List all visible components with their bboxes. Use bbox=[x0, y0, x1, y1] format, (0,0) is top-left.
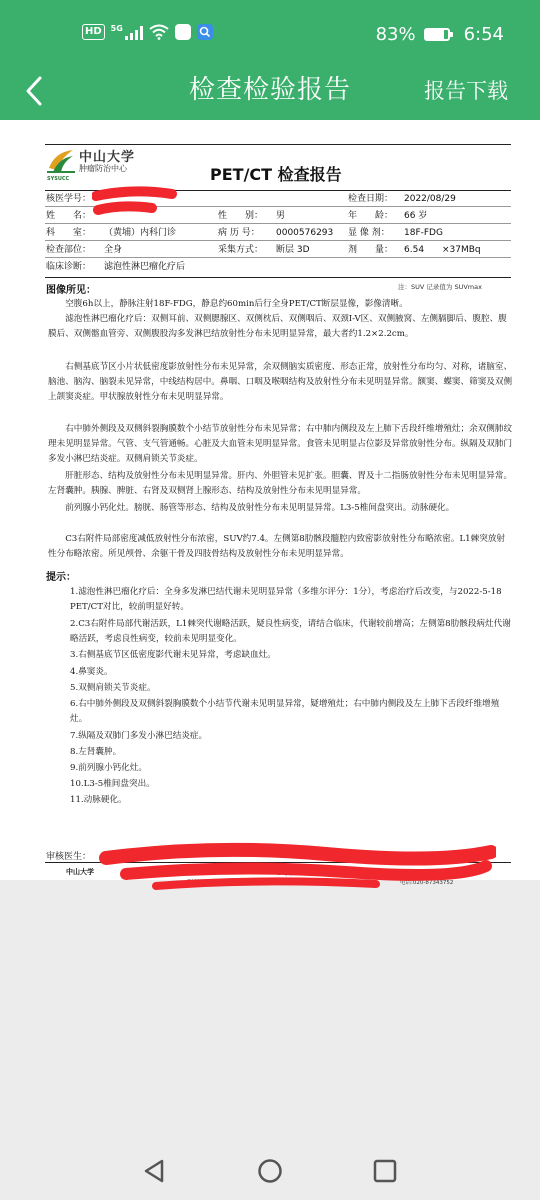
age-label: 年 龄： bbox=[348, 211, 394, 221]
dept-label: 科 室： bbox=[46, 228, 92, 238]
finding-paragraph: 右中肺外侧段及双侧斜裂胸膜数个小结节放射性分布未见异常；右中肺内侧段及左上肺下舌段纤维增殖灶；余双侧肺纹理未见明显异常。气管、支气管通畅。心脏及大血管未见明显异常。食管未见明显占位影及异常放射性分布。纵隔及双肺门多发小淋巴结炎症。双侧肩锁关节炎症。 bbox=[48, 424, 513, 464]
tip-item: 10.L3-5椎间盘突出。 bbox=[70, 779, 155, 789]
footer-building: （2 号楼 4 楼） bbox=[272, 871, 312, 877]
tip-item: 5.双侧肩锁关节炎症。 bbox=[70, 683, 156, 693]
status-bar bbox=[0, 0, 540, 62]
hd-badge: HD bbox=[82, 24, 105, 40]
row-line bbox=[45, 257, 511, 258]
tip-item: 6.右中肺外侧段及双侧斜裂胸膜数个小结节代谢未见明显异常，疑增殖灶；右中肺内侧段及左上肺下舌段纤维增殖灶。 bbox=[70, 699, 500, 724]
dept-value: （黄埔）内科门诊 bbox=[104, 228, 177, 238]
report-title: PET/CT 检查报告 bbox=[210, 165, 342, 184]
hospital-logo bbox=[45, 146, 145, 186]
mode-value: 断层 3D bbox=[276, 245, 310, 255]
tip-item: 3.右侧基底节区低密度影代谢未见异常，考虑缺血灶。 bbox=[70, 650, 276, 660]
finding-paragraph: 滤泡性淋巴瘤化疗后：双侧耳前、双侧腮腺区、双侧枕后、双侧咽后、双颈I-V区、双侧腋窝、左侧膈脚后、腹腔、腹膜后、双侧髂血管旁、双侧腹股沟多发淋巴结放射性分布未见明显异常，最大者约1.2×2.2cm。 bbox=[48, 314, 507, 339]
wifi-icon bbox=[149, 24, 169, 40]
tips-label: 提示： bbox=[46, 572, 76, 583]
footer-organization: 中山大学 bbox=[66, 868, 94, 876]
report-download-button[interactable]: 报告下载 bbox=[424, 79, 508, 103]
network-type: 5G bbox=[110, 24, 123, 33]
status-right-icons bbox=[376, 24, 504, 45]
hospital-abbr: SYSUCC bbox=[47, 176, 70, 182]
name-label: 姓 名： bbox=[46, 211, 92, 221]
report-document bbox=[0, 120, 540, 886]
battery-percent: 83% bbox=[375, 24, 416, 45]
tip-item: 11.动脉硬化。 bbox=[70, 795, 127, 805]
app-notification-icon bbox=[175, 24, 191, 40]
redaction-mark bbox=[92, 186, 182, 226]
reviewer-label: 审核医生： bbox=[46, 852, 92, 862]
system-nav-bar bbox=[0, 1140, 540, 1200]
tip-item: 4.鼻窦炎。 bbox=[70, 667, 113, 677]
dose-unit: ×37MBq bbox=[442, 245, 481, 255]
sex-value: 男 bbox=[276, 211, 286, 221]
tracer-label: 显 像 剂： bbox=[348, 228, 390, 238]
signal-icon bbox=[125, 24, 143, 40]
age-value: 66 岁 bbox=[404, 211, 428, 221]
record-no: 0000576293 bbox=[276, 228, 334, 238]
footer-phone-1: 电话:020-87343415 bbox=[400, 871, 454, 877]
tip-item: 7.纵隔及双肺门多发小淋巴结炎症。 bbox=[70, 731, 208, 741]
tip-item: 9.前列腺小钙化灶。 bbox=[70, 763, 147, 773]
page-title: 检查检验报告 bbox=[188, 75, 351, 105]
finding-paragraph: 前列腺小钙化灶。膀胱、肠管等形态、结构及放射性分布未见明显异常。L3-5椎间盘突出。动脉硬化。 bbox=[65, 503, 455, 513]
footer-phone-2: 电话:020-87343752 bbox=[400, 880, 454, 886]
recents-square-icon[interactable] bbox=[370, 1156, 400, 1186]
divider bbox=[45, 277, 511, 278]
footer-address: 黄埔院区：广州市黄埔区中新知识城开阳路 1 号（1 号楼负 1 楼） bbox=[186, 880, 349, 886]
suv-note: 注：SUV 记录值为 SUVmax bbox=[398, 283, 482, 291]
search-app-icon bbox=[197, 24, 213, 40]
tip-item: 1.滤泡性淋巴瘤化疗后：全身多发淋巴结代谢未见明显异常（多维尔评分：1分），考虑治疗后改变，与2022-5-18 PET/CT对比，较前明显好转。 bbox=[70, 587, 502, 612]
dose-value: 6.54 bbox=[404, 245, 425, 255]
exam-date-label: 检查日期： bbox=[348, 194, 394, 204]
site-value: 全身 bbox=[104, 245, 123, 255]
tip-item: 2.C3右附件局部代谢活跃，L1棘突代谢略活跃，疑良性病变，请结合临床，代谢较前增高；左侧第8肋骸段病灶代谢略活跃，考虑良性病变，较前未见明显变化。 bbox=[70, 619, 511, 644]
hospital-subname: 肿瘤防治中心 bbox=[79, 164, 127, 173]
findings-label: 图像所见： bbox=[46, 285, 96, 296]
title-bar bbox=[0, 62, 540, 120]
divider bbox=[45, 144, 511, 145]
clock: 6:54 bbox=[463, 24, 504, 45]
diagnosis-label: 临床诊断： bbox=[46, 262, 92, 272]
mode-label: 采集方式： bbox=[218, 245, 264, 255]
finding-paragraph: 空腹6h以上，静脉注射18F-FDG，静息约60min后行全身PET/CT断层显像，影像清晰。 bbox=[65, 299, 408, 309]
finding-paragraph: 肝脏形态、结构及放射性分布未见明显异常。肝内、外胆管未见扩张。胆囊、胃及十二指肠放射性分布未见明显异常。左肾囊肿。胰腺、脾脏、右肾及双侧肾上腺形态、结构及放射性分布未见明显异常。 bbox=[48, 471, 513, 496]
dose-label: 剂 量： bbox=[348, 245, 394, 255]
site-label: 检查部位： bbox=[46, 245, 92, 255]
status-left-icons bbox=[82, 24, 213, 40]
redaction-mark bbox=[96, 836, 496, 896]
hospital-logo-icon bbox=[47, 148, 75, 174]
back-triangle-icon[interactable] bbox=[140, 1156, 170, 1186]
exam-date: 2022/08/29 bbox=[404, 194, 456, 204]
home-circle-icon[interactable] bbox=[255, 1156, 285, 1186]
sex-label: 性 别： bbox=[218, 211, 264, 221]
exam-no-label: 核医学号： bbox=[46, 194, 92, 204]
diagnosis-value: 滤泡性淋巴瘤化疗后 bbox=[104, 262, 186, 272]
row-line bbox=[45, 240, 511, 241]
finding-paragraph: C3右附件局部密度减低放射性分布浓密，SUV约7.4。左侧第8肋骸段髓腔内致密影放射性分布略浓密。L1棘突放射性分布略浓密。所见颅骨、余躯干骨及四肢骨结构及放射性分布未见明显异常。 bbox=[48, 534, 506, 559]
record-label: 病 历 号： bbox=[218, 228, 260, 238]
tracer-value: 18F-FDG bbox=[404, 228, 443, 238]
finding-paragraph: 右侧基底节区小片状低密度影放射性分布未见异常，余双侧脑实质密度、形态正常，放射性分布均匀、对称，诸脑室、脑池、脑沟、脑裂未见异常，中线结构居中。鼻咽、口咽及喉咽结构及放射性分布未见明显异常。额窦、蝶窦、筛窦及双侧上颌窦炎症。甲状腺放射性分布未见明显异常。 bbox=[48, 362, 513, 402]
hospital-name: 中山大学 bbox=[79, 150, 136, 165]
battery-icon bbox=[424, 28, 450, 41]
tip-item: 8.左肾囊肿。 bbox=[70, 747, 122, 757]
